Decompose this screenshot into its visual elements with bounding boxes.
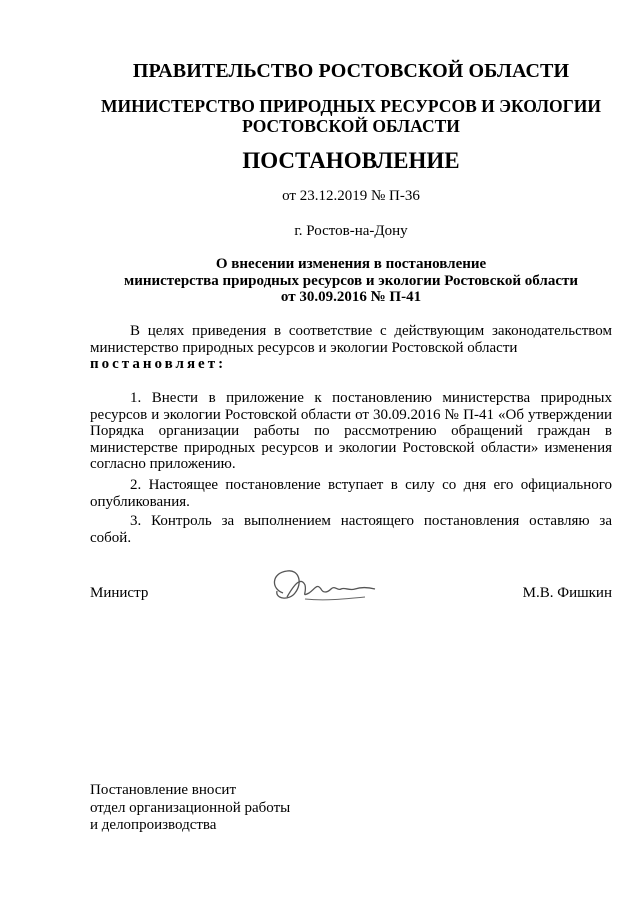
ministry-title-line1: МИНИСТЕРСТВО ПРИРОДНЫХ РЕСУРСОВ И ЭКОЛОГИИ — [101, 96, 601, 116]
document-subject — [90, 256, 612, 306]
ministry-title — [90, 96, 612, 136]
document-date-number: от 23.12.2019 № П-36 — [282, 188, 420, 204]
document-type: ПОСТАНОВЛЕНИЕ — [242, 148, 460, 173]
signatory-position: Министр — [90, 585, 149, 601]
decree-word: постановляет: — [90, 356, 227, 372]
document-city: г. Ростов-на-Дону — [294, 223, 408, 239]
footer-line1: Постановление вносит — [90, 782, 237, 798]
decree-item-2: 2. Настоящее постановление вступает в силу со дня его официального опубликования. — [90, 477, 612, 510]
preamble-text: В целях приведения в соответствие с действующим законодательством министерство природных ресурсов и экологии Ростовской области — [90, 323, 612, 356]
ministry-title-line2: РОСТОВСКОЙ ОБЛАСТИ — [242, 116, 460, 136]
signatory-name: М.В. Фишкин — [522, 585, 612, 601]
handwritten-signature — [265, 563, 385, 613]
signature-block — [90, 585, 612, 625]
preamble-paragraph — [90, 323, 612, 373]
subject-line3: от 30.09.2016 № П-41 — [280, 289, 422, 305]
decree-item-3: 3. Контроль за выполнением настоящего постановления оставляю за собой. — [90, 513, 612, 546]
footer-note — [90, 782, 290, 835]
footer-line2: отдел организационной работы — [90, 799, 291, 816]
footer-line3: и делопроизводства — [90, 817, 217, 833]
government-title: ПРАВИТЕЛЬСТВО РОСТОВСКОЙ ОБЛАСТИ — [132, 60, 570, 82]
subject-line2: министерства природных ресурсов и экологии Ростовской области — [123, 272, 578, 289]
decree-item-1: 1. Внести в приложение к постановлению министерства природных ресурсов и экологии Ростовской области от 30.09.2016 № П-41 «Об утверждении Порядка организации работы по рассмотрению обращений граждан в министерстве природных ресурсов и экологии Ростовской области» изменения согласно приложению. — [90, 390, 612, 472]
subject-line1: О внесении изменения в постановление — [215, 256, 487, 272]
